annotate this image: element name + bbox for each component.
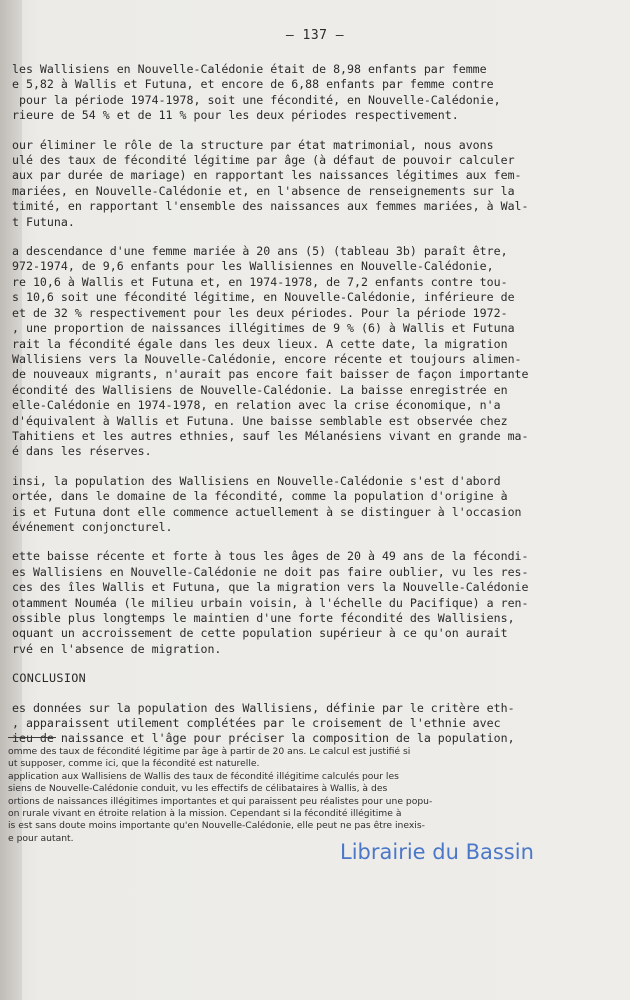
text-line: ette baisse récente et forte à tous les âges de 20 à 49 ans de la fécondi- xyxy=(12,549,529,564)
body-text xyxy=(12,62,624,761)
text-line: rieure de 54 % et de 11 % pour les deux périodes respectivement. xyxy=(12,108,459,123)
text-line: ossible plus longtemps le maintien d'une forte fécondité des Wallisiens, xyxy=(12,611,515,625)
text-line: é dans les réserves. xyxy=(12,444,152,459)
footnote-line: siens de Nouvelle-Calédonie conduit, vu les effectifs de célibataires à Wallis, à des xyxy=(8,783,388,795)
text-line: otamment Nouméa (le milieu urbain voisin, à l'échelle du Pacifique) a ren- xyxy=(12,595,529,610)
paragraph xyxy=(12,474,624,536)
text-line: es données sur la population des Wallisiens, définie par le critère eth- xyxy=(12,700,515,715)
text-line: e 5,82 à Wallis et Futuna, et encore de 6,88 enfants par femme contre xyxy=(12,77,494,92)
footnote-line: on rurale vivant en étroite relation à la mission. Cependant si la fécondité illégitime à xyxy=(8,808,402,820)
footnote-rule xyxy=(8,737,56,738)
text-line: pour la période 1974-1978, soit une fécondité, en Nouvelle-Calédonie, xyxy=(12,92,501,107)
text-line: Wallisiens vers la Nouvelle-Calédonie, encore récente et toujours alimen- xyxy=(12,351,522,366)
text-line: rait la fécondité égale dans les deux lieux. A cette date, la migration xyxy=(12,336,508,351)
text-line: ces des îles Wallis et Futuna, que la migration vers la Nouvelle-Calédonie xyxy=(12,580,529,595)
paragraph xyxy=(12,138,624,230)
text-line: a descendance d'une femme mariée à 20 ans (5) (tableau 3b) paraît être, xyxy=(12,244,508,259)
paragraphs xyxy=(12,62,624,657)
text-line: d'équivalent à Wallis et Futuna. Une baisse semblable est observée chez xyxy=(12,413,508,428)
text-line: rvé en l'absence de migration. xyxy=(12,641,222,656)
paragraph xyxy=(12,549,624,657)
text-line: is et Futuna dont elle commence actuellement à se distinguer à l'occasion xyxy=(12,504,522,519)
footnotes xyxy=(8,746,628,845)
text-line: et de 32 % respectivement pour les deux périodes. Pour la période 1972- xyxy=(12,305,508,320)
text-line: elle-Calédonie en 1974-1978, en relation avec la crise économique, n'a xyxy=(12,398,501,413)
text-line: aux par durée de mariage) en rapportant les naissances légitimes aux fem- xyxy=(12,168,522,183)
text-line: t Futuna. xyxy=(12,214,75,229)
text-line: insi, la population des Wallisiens en Nouvelle-Calédonie s'est d'abord xyxy=(12,473,501,488)
footnote-line: ortions de naissances illégitimes importantes et qui paraissent peu réalistes pour une popu- xyxy=(8,795,433,807)
section-heading: CONCLUSION xyxy=(12,671,87,686)
text-line: écondité des Wallisiens de Nouvelle-Calédonie. La baisse enregistrée en xyxy=(12,382,508,397)
text-line: timité, en rapportant l'ensemble des naissances aux femmes mariées, à Wal- xyxy=(12,199,529,214)
watermark: Librairie du Bassin xyxy=(340,840,534,864)
text-line: mariées, en Nouvelle-Calédonie et, en l'absence de renseignements sur la xyxy=(12,183,515,198)
conclusion-paragraph xyxy=(12,701,624,747)
text-line: ieu de naissance et l'âge pour préciser la composition de la population, xyxy=(12,731,515,746)
text-line: ortée, dans le domaine de la fécondité, comme la population d'origine à xyxy=(12,489,508,504)
text-line: ulé des taux de fécondité légitime par âge (à défaut de pouvoir calculer xyxy=(12,153,515,168)
text-line: 972-1974, de 9,6 enfants pour les Wallisiennes en Nouvelle-Calédonie, xyxy=(12,259,494,274)
text-line: de nouveaux migrants, n'aurait pas encore fait baisser de façon importante xyxy=(12,367,529,382)
text-line: les Wallisiens en Nouvelle-Calédonie était de 8,98 enfants par femme xyxy=(12,62,487,76)
text-line: oquant un accroissement de cette population supérieur à ce qu'on aurait xyxy=(12,626,508,641)
text-line: re 10,6 à Wallis et Futuna et, en 1974-1978, de 7,2 enfants contre tou- xyxy=(12,274,508,289)
text-line: , une proportion de naissances illégitimes de 9 % (6) à Wallis et Futuna xyxy=(12,321,515,336)
paragraph xyxy=(12,244,624,460)
footnote-line: ut supposer, comme ici, que la fécondité est naturelle. xyxy=(8,758,260,770)
footnote-line: is est sans doute moins importante qu'en Nouvelle-Calédonie, elle peut ne pas être inexis- xyxy=(8,820,425,832)
footnote-line: application aux Wallisiens de Wallis des taux de fécondité illégitime calculés pour les xyxy=(8,770,399,782)
text-line: es Wallisiens en Nouvelle-Calédonie ne doit pas faire oublier, vu les res- xyxy=(12,564,529,579)
text-line: s 10,6 soit une fécondité légitime, en Nouvelle-Calédonie, inférieure de xyxy=(12,290,515,305)
footnote-line: e pour autant. xyxy=(8,832,74,844)
page-number: — 137 — xyxy=(285,28,345,43)
text-line: Tahitiens et les autres ethnies, sauf les Mélanésiens vivant en grande ma- xyxy=(12,428,529,443)
paragraph xyxy=(12,62,624,124)
text-line: our éliminer le rôle de la structure par état matrimonial, nous avons xyxy=(12,137,494,152)
text-line: événement conjoncturel. xyxy=(12,519,173,534)
text-line: , apparaissent utilement complétées par le croisement de l'ethnie avec xyxy=(12,716,501,731)
footnote-line: omme des taux de fécondité légitime par âge à partir de 20 ans. Le calcul est justifié si xyxy=(8,746,411,757)
